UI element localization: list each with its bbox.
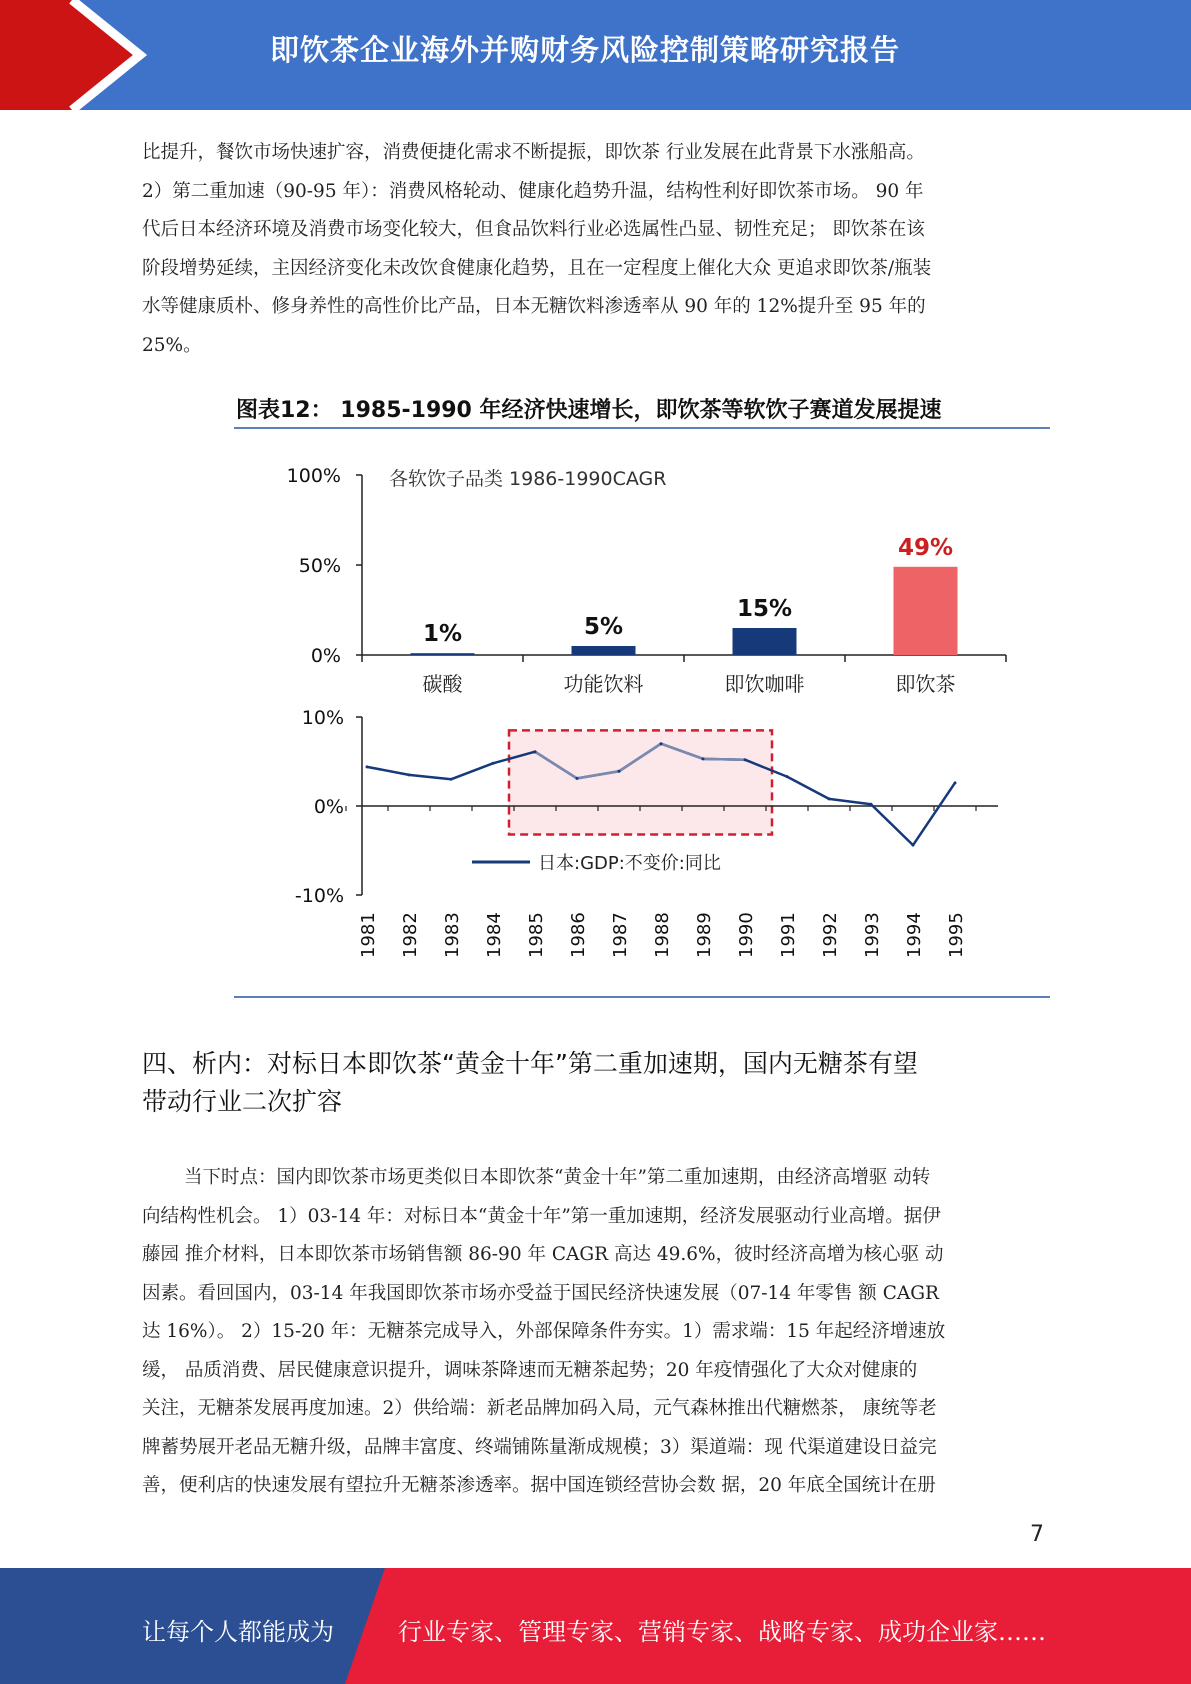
line-point-1986 xyxy=(576,777,579,780)
figure-bottom-rule xyxy=(234,996,1050,998)
figure-top-rule xyxy=(234,427,1050,429)
line-y-ticks xyxy=(295,707,362,907)
line-x-label: 1983 xyxy=(442,912,463,958)
line-x-label: 1994 xyxy=(904,912,925,958)
section-heading xyxy=(142,1045,1062,1121)
bars xyxy=(411,567,958,655)
page-header xyxy=(0,0,1191,110)
line-point-1991 xyxy=(786,775,789,778)
bar-value-labels xyxy=(423,535,953,647)
line-x-label: 1988 xyxy=(652,912,673,958)
footer-slogan-left: 让每个人都能成为 xyxy=(142,1618,334,1646)
page-number: 7 xyxy=(1030,1522,1044,1547)
line-point-1992 xyxy=(828,797,831,800)
intro-paragraph xyxy=(142,134,1047,365)
bar-chart-title: 各软饮子品类 1986-1990CAGR xyxy=(389,468,667,490)
text-line: 因素。看回国内，03-14 年我国即饮茶市场亦受益于国民经济快速发展（07-14 年零售 额 CAGR xyxy=(142,1282,939,1304)
text-line: 达 16%）。 2）15-20 年：无糖茶完成导入，外部保障条件夯实。1）需求端：15 年起经济增速放 xyxy=(142,1321,946,1342)
text-line: 25%。 xyxy=(142,334,202,356)
bar-value-label: 5% xyxy=(583,614,624,640)
text-line: 藤园 推介材料，日本即饮茶市场销售额 86-90 年 CAGR 高达 49.6%，彼时经济高增为核心驱 动 xyxy=(142,1244,944,1265)
bar-2 xyxy=(572,646,636,655)
line-point-1988 xyxy=(660,742,663,745)
line-point-1981 xyxy=(366,765,369,768)
line-x-label: 1990 xyxy=(736,912,757,958)
line-x-label: 1995 xyxy=(946,912,967,958)
text-line: 缓， 品质消费、居民健康意识提升，调味茶降速而无糖茶起势；20 年疫情强化了大众对健康的 xyxy=(142,1359,918,1381)
line-point-1985 xyxy=(534,750,537,753)
line-y-tick-label: -10% xyxy=(294,885,344,907)
line-point-1983 xyxy=(450,778,453,781)
line-point-1989 xyxy=(702,757,705,760)
page-footer xyxy=(0,1568,1191,1684)
text-line: 关注，无糖茶发展再度加速。2）供给端：新老品牌加码入局，元气森林推出代糖燃茶， 康统等老 xyxy=(142,1398,937,1419)
line-point-1990 xyxy=(744,758,747,761)
line-x-label: 1984 xyxy=(484,912,505,958)
bar-3 xyxy=(733,628,797,655)
line-x-label: 1982 xyxy=(400,912,421,958)
body-paragraph xyxy=(142,1159,1047,1506)
line-x-label: 1985 xyxy=(526,912,547,958)
text-line: 向结构性机会。 1）03-14 年：对标日本“黄金十年”第一重加速期，经济发展驱动行业高增。据伊 xyxy=(142,1205,941,1227)
bar-1 xyxy=(411,653,475,655)
text-line: 代后日本经济环境及消费市场变化较大，但食品饮料行业必选属性凸显、韧性充足； 即饮茶在该 xyxy=(142,219,925,240)
text-line: 当下时点：国内即饮茶市场更类似日本即饮茶“黄金十年”第二重加速期，由经济高增驱 动转 xyxy=(184,1167,931,1188)
bar-category-label: 碳酸 xyxy=(422,672,463,696)
footer-slogan-right: 行业专家、管理专家、营销专家、战略专家、成功企业家…… xyxy=(398,1618,1046,1646)
legend-label: 日本:GDP:不变价:同比 xyxy=(538,853,721,874)
text-line: 善，便利店的快速发展有望拉升无糖茶渗透率。据中国连锁经营协会数 据，20 年底全国统计在册 xyxy=(142,1475,936,1496)
bar-y-tick-label: 100% xyxy=(286,465,341,487)
bar-category-labels xyxy=(423,672,956,696)
line-y-tick-label: 0% xyxy=(313,796,344,818)
line-x-label: 1989 xyxy=(694,912,715,958)
bar-y-tick-label: 0% xyxy=(310,645,341,667)
section-heading-line: 四、析内：对标日本即饮茶“黄金十年”第二重加速期，国内无糖茶有望 xyxy=(142,1049,918,1078)
bar-chart xyxy=(287,465,1006,696)
bar-value-label: 49% xyxy=(897,534,954,561)
text-line: 2）第二重加速（90-95 年）：消费风格轮动、健康化趋势升温，结构性利好即饮茶市场。 90 年 xyxy=(142,180,924,202)
line-point-1984 xyxy=(492,762,495,765)
text-line: 牌蓄势展开老品无糖升级，品牌丰富度、终端铺陈量渐成规模；3）渠道端：现 代渠道建设日益完 xyxy=(142,1436,937,1458)
text-line: 阶段增势延续，主因经济变化未改饮食健康化趋势，且在一定程度上催化大众 更追求即饮茶/瓶装 xyxy=(142,257,932,279)
bar-category-label: 即饮茶 xyxy=(895,672,956,696)
bar-y-ticks xyxy=(287,465,362,667)
header-arrow-decoration xyxy=(0,0,160,110)
line-chart xyxy=(295,707,998,958)
figure-chart xyxy=(234,440,1050,990)
bar-x-ticks xyxy=(362,655,1006,662)
line-x-label: 1987 xyxy=(610,912,631,958)
report-title: 即饮茶企业海外并购财务风险控制策略研究报告 xyxy=(270,33,901,67)
line-x-label: 1981 xyxy=(358,912,379,958)
line-legend xyxy=(472,853,721,874)
line-x-label: 1986 xyxy=(568,912,589,958)
text-line: 比提升，餐饮市场快速扩容，消费便捷化需求不断提振，即饮茶 行业发展在此背景下水涨船高。 xyxy=(142,142,925,163)
line-point-1994 xyxy=(912,844,915,847)
section-heading-line: 带动行业二次扩容 xyxy=(142,1087,343,1116)
line-point-1995 xyxy=(954,781,957,784)
bar-category-label: 即饮咖啡 xyxy=(724,672,805,696)
bar-4 xyxy=(894,567,958,655)
line-x-labels xyxy=(358,912,967,958)
line-x-label: 1993 xyxy=(862,912,883,958)
line-point-1987 xyxy=(618,770,621,773)
line-y-tick-label: 10% xyxy=(301,707,344,729)
line-point-1993 xyxy=(870,803,873,806)
highlight-box xyxy=(509,730,772,834)
bar-value-label: 1% xyxy=(422,621,463,648)
line-x-label: 1992 xyxy=(820,912,841,958)
text-line: 水等健康质朴、修身养性的高性价比产品，日本无糖饮料渗透率从 90 年的 12%提升至 95 年的 xyxy=(142,296,926,317)
bar-y-tick-label: 50% xyxy=(298,555,341,577)
bar-value-label: 15% xyxy=(736,596,793,622)
line-x-label: 1991 xyxy=(778,912,799,958)
figure-title: 图表12： 1985-1990 年经济快速增长，即饮茶等软饮子赛道发展提速 xyxy=(236,398,942,423)
bar-category-label: 功能饮料 xyxy=(563,672,644,696)
line-point-1982 xyxy=(408,773,411,776)
